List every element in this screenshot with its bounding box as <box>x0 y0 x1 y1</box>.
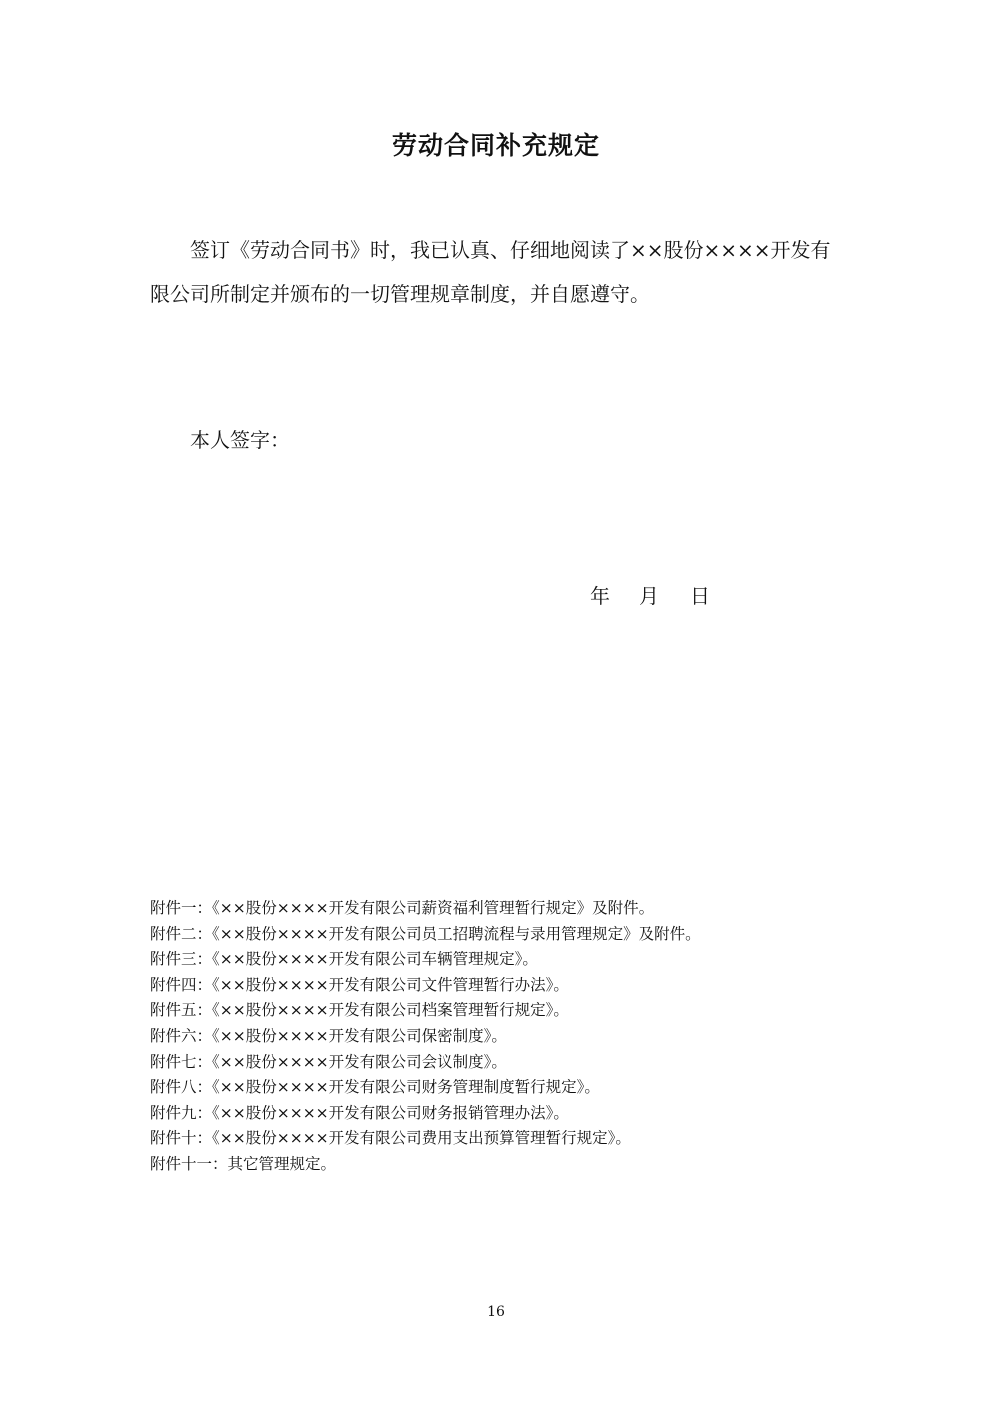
attachment-item-11: 附件十一：其它管理规定。 <box>150 1154 337 1173</box>
date-day-label: 日 <box>690 584 710 608</box>
document-title: 劳动合同补充规定 <box>391 131 600 160</box>
body-paragraph-line-2: 限公司所制定并颁布的一切管理规章制度，并自愿遵守。 <box>150 282 650 306</box>
attachment-item-2: 附件二：《××股份××××开发有限公司员工招聘流程与录用管理规定》及附件。 <box>150 924 701 943</box>
attachment-list <box>150 896 910 1178</box>
attachment-item-8: 附件八：《××股份××××开发有限公司财务管理制度暂行规定》。 <box>150 1078 600 1097</box>
attachment-item-1: 附件一：《××股份××××开发有限公司薪资福利管理暂行规定》及附件。 <box>150 899 655 917</box>
page-number: 16 <box>487 1304 505 1320</box>
date-line <box>590 576 710 616</box>
attachment-item-4: 附件四：《××股份××××开发有限公司文件管理暂行办法》。 <box>150 975 569 994</box>
date-month-label: 月 <box>639 584 659 608</box>
attachment-item-9: 附件九：《××股份××××开发有限公司财务报销管理办法》。 <box>150 1103 569 1122</box>
body-paragraph-line-1: 签订《劳动合同书》时，我已认真、仔细地阅读了××股份××××开发有 <box>190 238 831 262</box>
attachment-item-10: 附件十：《××股份××××开发有限公司费用支出预算管理暂行规定》。 <box>150 1129 631 1148</box>
attachment-item-7: 附件七：《××股份××××开发有限公司会议制度》。 <box>150 1052 507 1071</box>
attachment-item-5: 附件五：《××股份××××开发有限公司档案管理暂行规定》。 <box>150 1001 569 1020</box>
attachment-item-6: 附件六：《××股份××××开发有限公司保密制度》。 <box>150 1026 507 1045</box>
date-year-label: 年 <box>590 584 610 608</box>
signature-label: 本人签字： <box>190 428 290 452</box>
attachment-item-3: 附件三：《××股份××××开发有限公司车辆管理规定》。 <box>150 950 538 969</box>
